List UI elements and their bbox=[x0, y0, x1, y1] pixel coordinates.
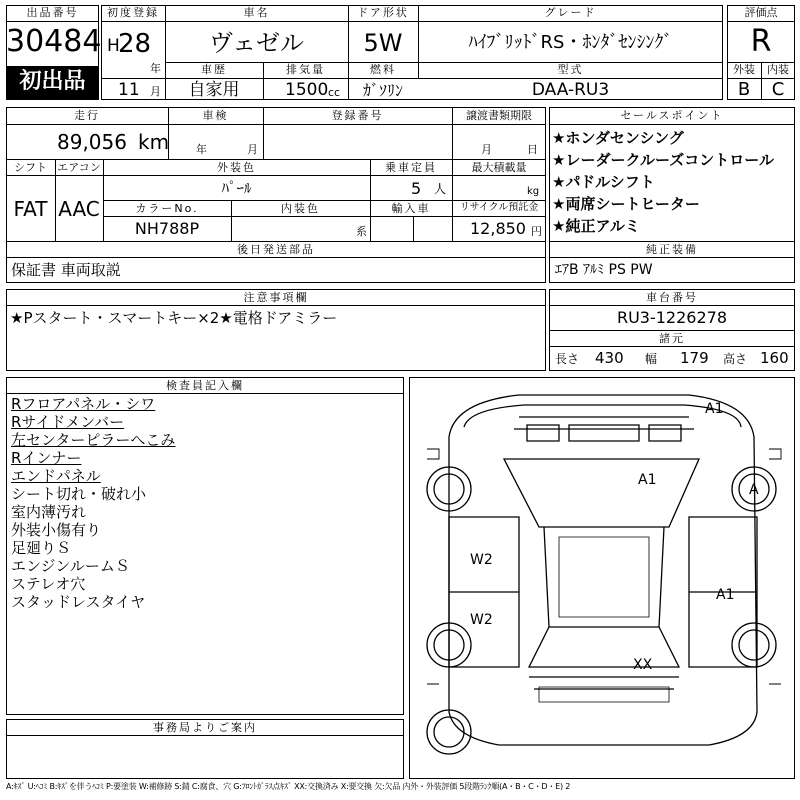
chassis-value: RU3-1226278 bbox=[616, 308, 728, 327]
exterior-label: 外装 bbox=[733, 63, 755, 76]
notes-text: ★Pスタート・スマートキー×2★電格ドアミラー bbox=[10, 309, 338, 327]
capacity-label: 乗車定員 bbox=[385, 161, 437, 174]
color-no-label: カラーNo. bbox=[135, 202, 199, 215]
first-reg-label: 初度登録 bbox=[107, 6, 159, 19]
fuel-label: 燃料 bbox=[370, 63, 396, 76]
length-value: 430 bbox=[595, 349, 624, 367]
doc-month-unit: 月 bbox=[481, 143, 492, 156]
model-value: DAA-RU3 bbox=[531, 80, 610, 100]
mark-hood: A1 bbox=[638, 472, 657, 488]
inspector-line-6: シート切れ・破れ小 bbox=[11, 485, 147, 503]
interior-score: C bbox=[771, 79, 785, 100]
first-listing-text: 初出品 bbox=[19, 69, 86, 94]
model-label: 型式 bbox=[557, 63, 584, 76]
inspection-label: 車検 bbox=[202, 109, 229, 122]
insp-year-unit: 年 bbox=[196, 143, 207, 156]
recycle-unit: 円 bbox=[531, 225, 542, 238]
interior-label: 内装 bbox=[767, 63, 789, 76]
mark-rear: XX bbox=[633, 657, 653, 673]
body-outline bbox=[449, 395, 757, 745]
history-label: 車歴 bbox=[201, 63, 227, 76]
inspector-line-1: Rフロアパネル・シワ bbox=[11, 395, 156, 413]
shift-value: FAT bbox=[13, 197, 48, 221]
exterior-score: B bbox=[737, 79, 751, 100]
inspector-line-11: ステレオ穴 bbox=[11, 575, 86, 593]
height-label: 高さ bbox=[723, 352, 748, 366]
displacement-label: 排気量 bbox=[286, 63, 325, 76]
inspector-line-2: Rサイドメンバー bbox=[11, 413, 125, 431]
sales-point-1: ★ホンダセンシング bbox=[552, 129, 684, 147]
length-label: 長さ bbox=[555, 352, 580, 366]
notes-title: 注意事項欄 bbox=[243, 291, 309, 304]
displacement-value: 1500 bbox=[285, 80, 329, 100]
sales-point-4: ★両席シートヒーター bbox=[552, 195, 700, 213]
capacity-value: 5 bbox=[411, 179, 422, 198]
inspector-line-8: 外装小傷有り bbox=[11, 521, 102, 539]
later-parts-value: 保証書 車両取説 bbox=[11, 261, 121, 279]
dims-title: 諸元 bbox=[659, 332, 685, 345]
grade-label: グレード bbox=[544, 6, 597, 19]
inspector-line-4: Rインナー bbox=[11, 449, 82, 467]
mark-front-right-wheel: A bbox=[749, 482, 759, 498]
first-reg-year-unit: 年 bbox=[150, 62, 161, 75]
capacity-unit: 人 bbox=[434, 182, 447, 196]
mark-left-front-door: W2 bbox=[470, 552, 493, 568]
overall-score: R bbox=[750, 24, 772, 59]
grade-value: ﾊｲﾌﾞﾘｯﾄﾞRS・ﾎﾝﾀﾞｾﾝｼﾝｸﾞ bbox=[468, 32, 673, 53]
insp-month-unit: 月 bbox=[247, 143, 258, 156]
int-color-label: 内装色 bbox=[281, 202, 320, 215]
width-value: 179 bbox=[680, 349, 709, 367]
mark-left-rear-door: W2 bbox=[470, 612, 493, 628]
equipment-title: 純正装備 bbox=[646, 243, 698, 256]
doc-deadline-label: 譲渡書類期限 bbox=[466, 109, 532, 122]
recycle-value: 12,850 bbox=[470, 219, 526, 238]
history-value: 自家用 bbox=[188, 80, 240, 100]
mileage-unit: km bbox=[138, 130, 170, 154]
inspector-line-7: 室内薄汚れ bbox=[11, 503, 87, 521]
mileage-label: 走行 bbox=[74, 109, 100, 122]
aircon-label: エアコン bbox=[57, 161, 101, 174]
load-unit: kg bbox=[527, 186, 540, 197]
chassis-title: 車台番号 bbox=[646, 291, 698, 304]
ext-color-value: ﾊﾟｰﾙ bbox=[221, 179, 252, 197]
sales-point-2: ★レーダークルーズコントロール bbox=[552, 151, 774, 169]
width-label: 幅 bbox=[645, 352, 658, 366]
sales-point-5: ★純正アルミ bbox=[552, 217, 640, 235]
import-label: 輸入車 bbox=[391, 202, 431, 215]
first-reg-era: H bbox=[107, 36, 120, 56]
first-reg-year: 28 bbox=[118, 29, 152, 59]
lot-number-label: 出品番号 bbox=[26, 6, 79, 19]
displacement-unit: cc bbox=[328, 86, 341, 99]
first-reg-month: 11 bbox=[118, 80, 140, 100]
score-label: 評価点 bbox=[744, 6, 778, 19]
inspector-line-5: エンドパネル bbox=[11, 467, 101, 485]
recycle-label: リサイクル預託金 bbox=[459, 202, 539, 213]
inspector-line-3: 左センターピラーへこみ bbox=[11, 431, 176, 449]
mark-right-rear-door: A1 bbox=[716, 587, 735, 603]
sales-point-3: ★パドルシフト bbox=[552, 173, 655, 191]
int-color-unit: 系 bbox=[356, 225, 367, 238]
mileage-value: 89,056 bbox=[57, 130, 127, 154]
inspector-line-10: エンジンルームＳ bbox=[11, 557, 130, 575]
car-name: ヴェゼル bbox=[208, 29, 305, 57]
legend-text: A:ｷｽﾞ U:ﾍｺﾐ B:ｷｽﾞを伴うﾍｺﾐ P:要塗装 W:補修跡 S:錆 C:腐食、穴 G:ﾌﾛﾝﾄｶﾞﾗｽ点ｷｽﾞ XX:交換済み X:要交換 欠:欠品 内外・外装評価 5段階ﾗﾝｸ順(A・B・C・D・E) 2 bbox=[6, 782, 571, 791]
car-diagram bbox=[409, 377, 795, 779]
doc-day-unit: 日 bbox=[527, 143, 538, 156]
inspector-line-9: 足廻りＳ bbox=[11, 539, 72, 557]
first-reg-month-unit: 月 bbox=[150, 85, 161, 98]
inspector-line-12: スタッドレスタイヤ bbox=[11, 593, 146, 611]
reg-no-label: 登録番号 bbox=[331, 109, 384, 122]
height-value: 160 bbox=[760, 349, 789, 367]
max-load-label: 最大積載量 bbox=[471, 161, 527, 174]
mark-top-right: A1 bbox=[705, 401, 724, 417]
later-parts-label: 後日発送部品 bbox=[237, 243, 315, 256]
fuel-value: ｶﾞｿﾘﾝ bbox=[362, 81, 403, 100]
door-label: ドア形状 bbox=[357, 6, 409, 19]
color-no-value: NH788P bbox=[134, 219, 200, 238]
lot-number: 30484 bbox=[6, 24, 102, 59]
door-value: 5W bbox=[363, 29, 403, 57]
sales-points-title: セールスポイント bbox=[620, 109, 724, 122]
office-title: 事務局よりご案内 bbox=[153, 721, 257, 734]
shift-label: シフト bbox=[14, 161, 47, 174]
ext-color-label: 外装色 bbox=[217, 161, 256, 174]
inspector-title: 検査員記入欄 bbox=[166, 379, 244, 392]
aircon-value: AAC bbox=[58, 197, 100, 221]
equipment-value: ｴｱB ｱﾙﾐ PS PW bbox=[555, 262, 653, 278]
car-name-label: 車名 bbox=[243, 6, 270, 19]
